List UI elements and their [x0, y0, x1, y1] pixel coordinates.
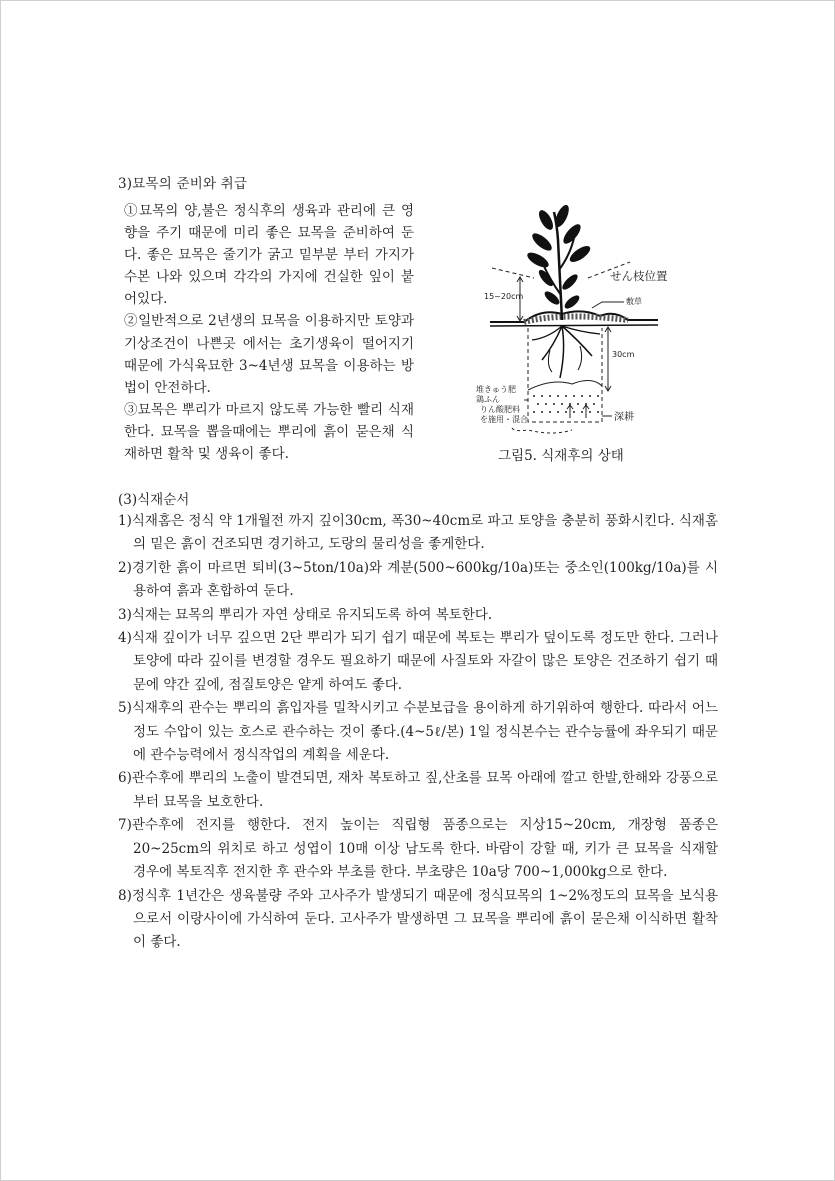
section-heading: 3)묘목의 준비와 취급 — [118, 176, 248, 192]
label-deep-tillage: 深耕 — [614, 412, 634, 423]
step-item-1: 1)식재홈은 정식 약 1개월전 까지 깊이30cm, 폭30~40cm로 파고 토양을 충분히 풍화시킨다. 식재홈의 밑은 흙이 건조되면 경기하고, 도랑의 물리성을 좋게한다. — [118, 513, 718, 553]
label-fertilizer-1: 堆きゅう肥 — [476, 385, 516, 394]
label-height: 15~20cm — [484, 292, 524, 301]
label-prune-position: せん枝位置 — [610, 269, 668, 283]
step-item-4: 4)식재 깊이가 너무 깊으면 2단 뿌리가 되기 쉽기 때문에 복토는 뿌리가 덮이도록 정도만 한다. 그러나 토양에 따라 깊이를 변경할 경우도 필요하기 때문에 사질토와 자갈이 많은 토양은 건조하기 쉽기 때문에 약간 깊에, 점질토양은 얕게 하여도 좋다. — [118, 630, 718, 693]
step-item-7: 7)관수후에 전지를 행한다. 전지 높이는 직립형 품종으로는 지상15~20cm, 개장형 품종은 20~25cm의 위치로 하고 성엽이 10매 이상 남도록 한다. 바람이 강할 때, 키가 큰 묘목을 식재할 경우에 복토직후 전지한 후 관수와 부초를 한다. 부초량은 10a당 700~1,000kg으로 한다. — [118, 817, 718, 881]
step-item-6: 6)관수후에 뿌리의 노출이 발견되면, 재차 복토하고 짚,산초를 묘목 아래에 깔고 한발,한해와 강풍으로부터 묘목을 보호한다. — [118, 770, 718, 810]
step-item-3: 3)식재는 묘목의 뿌리가 자연 상태로 유지되도록 하여 복토한다. — [118, 606, 493, 623]
step-item-8: 8)정식후 1년간은 생육불량 주와 고사주가 발생되기 때문에 정식묘목의 1~2%정도의 묘목을 보식용으로서 이랑사이에 가식하여 둔다. 고사주가 발생하면 그 묘목을 뿌리에 흙이 묻은채 이식하면 활착이 좋다. — [118, 887, 718, 951]
intro-paragraph-1: ①묘목의 양,불은 정식후의 생육과 관리에 큰 영향을 주기 때문에 미리 좋은 묘목을 준비하여 둔다. 좋은 묘목은 줄기가 굵고 밑부분 부터 가지가 수본 나와 있으며 각각의 가지에 건실한 잎이 붙어있다. — [124, 203, 414, 308]
intro-paragraph-3: ③묘목은 뿌리가 마르지 않도록 가능한 빨리 식재한다. 묘목을 뽑을때에는 뿌리에 흙이 묻은채 식재하면 활착 및 생육이 좋다. — [124, 401, 414, 463]
label-depth: 30cm — [612, 350, 635, 359]
steps-list — [118, 510, 718, 955]
step-item-2: 2)경기한 흙이 마르면 퇴비(3~5ton/10a)와 계분(500~600kg/10a)또는 중소인(100kg/10a)를 시용하여 흙과 혼합하여 둔다. — [118, 559, 718, 600]
intro-paragraphs — [124, 200, 414, 465]
steps-heading: (3)식재순서 — [118, 492, 190, 508]
step-item-5: 5)식재후의 관수는 뿌리의 흙입자를 밀착시키고 수분보급을 용이하게 하기위하여 행한다. 따라서 어느정도 수압이 있는 호스로 관수하는 것이 좋다.(4~5ℓ/본) 1일 정식본수는 관수능률에 좌우되기 때문에 관수능력에서 정식작업의 계획을 세운다. — [118, 700, 718, 764]
intro-paragraph-2: ②일반적으로 2년생의 묘목을 이용하지만 토양과 기상조건이 나쁜곳 에서는 초기생육이 떨어지기 때문에 가식육묘한 3~4년생 묘목을 이용하는 방법이 안전하다. — [124, 313, 414, 396]
figure-caption: 그림5. 식재후의 상태 — [498, 448, 624, 464]
label-straw: 敷草 — [626, 297, 642, 306]
label-fertilizer-3: りん酸肥料 — [480, 405, 520, 414]
planting-figure — [462, 200, 694, 470]
label-fertilizer-4: を施用・混合 — [480, 415, 528, 424]
label-fertilizer-2: 鶏ふん — [476, 395, 500, 404]
